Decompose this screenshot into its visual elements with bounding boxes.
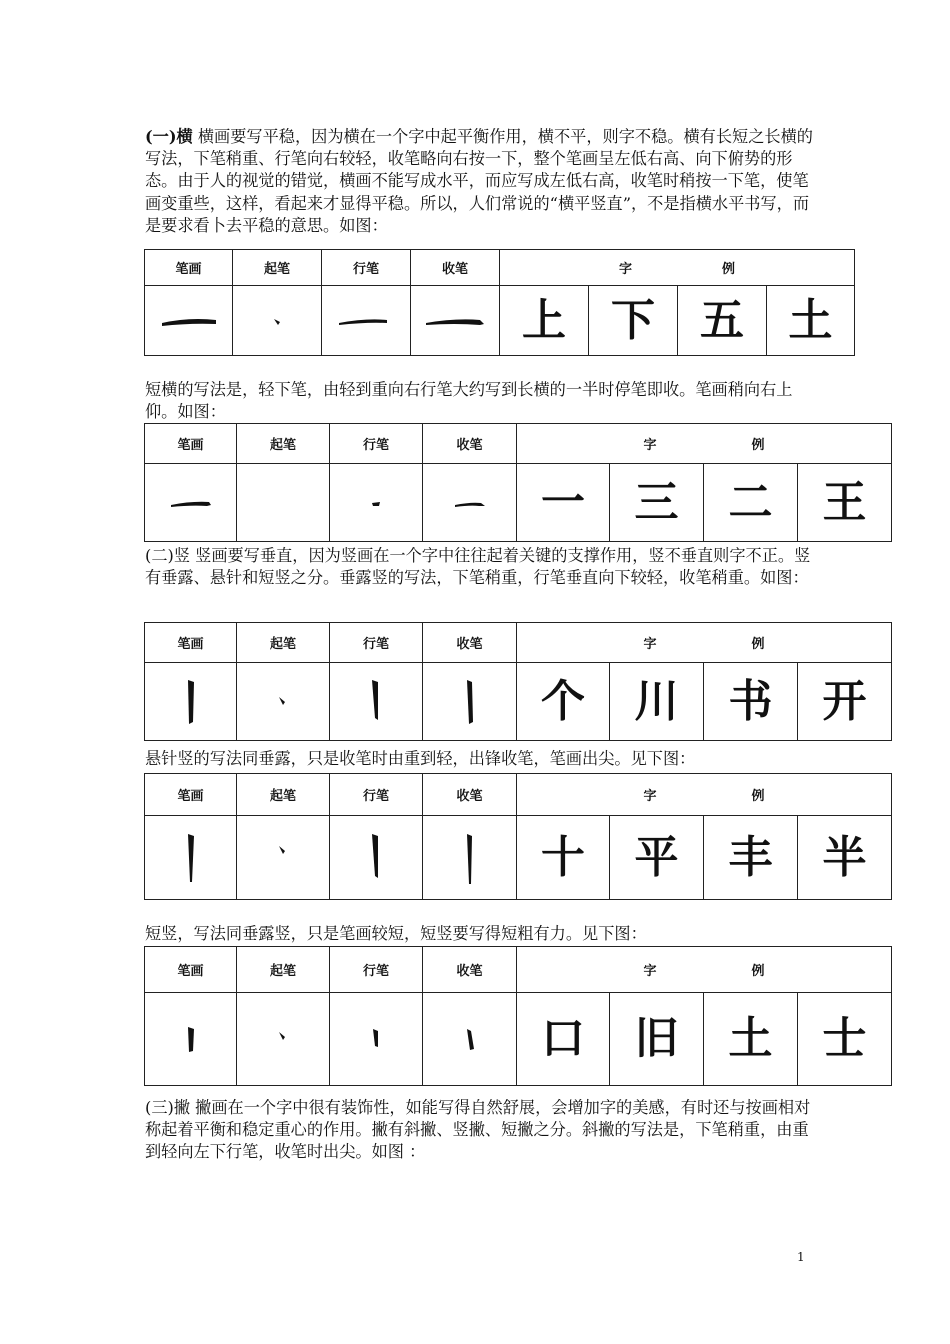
example-char: 书 — [704, 663, 798, 741]
header-start: 起笔 — [237, 424, 330, 464]
short-heng-stroke-icon — [145, 464, 237, 542]
short-shu-paragraph: 短竖，写法同垂露竖，只是笔画较短，短竖要写得短粗有力。见下图： — [145, 924, 647, 943]
header-examples: 字 例 — [517, 774, 892, 816]
stroke-table-short-heng — [144, 423, 892, 542]
example-char: 土 — [704, 993, 798, 1086]
dot-start-icon — [237, 816, 330, 900]
header-examples: 字 例 — [517, 424, 892, 464]
header-start: 起笔 — [237, 774, 330, 816]
header-move: 行笔 — [330, 947, 423, 993]
section-heading: (一)横 — [145, 127, 193, 146]
header-stroke: 笔画 — [145, 947, 237, 993]
dot-start-icon — [233, 286, 322, 356]
stroke-table-long-heng — [144, 249, 855, 356]
example-char: 半 — [798, 816, 892, 900]
example-char: 王 — [798, 464, 892, 542]
example-char: 口 — [517, 993, 610, 1086]
stroke-table-xuanzhen-shu — [144, 773, 892, 900]
long-heng-stroke-icon — [145, 286, 233, 356]
chuilu-shu-stroke-icon — [145, 663, 237, 741]
shu-end-icon — [423, 663, 517, 741]
header-start: 起笔 — [237, 947, 330, 993]
header-move: 行笔 — [330, 424, 423, 464]
header-stroke: 笔画 — [145, 623, 237, 663]
shu-move-icon — [330, 663, 423, 741]
section-shu-paragraph: (二)竖 竖画要写垂直，因为竖画在一个字中往往起着关键的支撑作用，竖不垂直则字不正。竖有垂露、悬针和短竖之分。垂露竖的写法，下笔稍重，行笔垂直向下较轻，收笔稍重。如图： — [145, 546, 811, 588]
header-move: 行笔 — [322, 250, 411, 286]
page-number: 1 — [797, 1250, 805, 1264]
example-char: 个 — [517, 663, 610, 741]
xuanzhen-shu-stroke-icon — [145, 816, 237, 900]
header-end: 收笔 — [423, 947, 517, 993]
header-end: 收笔 — [423, 774, 517, 816]
header-examples: 字 例 — [517, 947, 892, 993]
section-heng-paragraph — [145, 126, 813, 237]
header-end: 收笔 — [411, 250, 500, 286]
header-start: 起笔 — [233, 250, 322, 286]
example-char: 丰 — [704, 816, 798, 900]
example-char: 十 — [517, 816, 610, 900]
short-heng-paragraph: 短横的写法是，轻下笔，由轻到重向右行笔大约写到长横的一半时停笔即收。笔画稍向右上仰。如图： — [145, 380, 793, 422]
short-shu-stroke-icon — [145, 993, 237, 1086]
paragraph-text: 横画要写平稳，因为横在一个字中起平衡作用，横不平，则字不稳。横有长短之长横的写法，下笔稍重、行笔向右较轻，收笔略向右按一下，整个笔画呈左低右高、向下俯势的形态。由于人的视觉的错觉，横画不能写成水平，而应写成左低右高，收笔时稍按一下笔，使笔画变重些，这样，看起来才显得平稳。所以，人们常说的“横平竖直”，不是指横水平书写，而是要求看卜去平稳的意思。如图： — [145, 127, 813, 235]
stroke-table-chuilu-shu — [144, 622, 892, 741]
header-move: 行笔 — [330, 774, 423, 816]
dot-start-icon — [237, 993, 330, 1086]
header-end: 收笔 — [423, 623, 517, 663]
stroke-table-short-shu — [144, 946, 892, 1086]
header-start: 起笔 — [237, 623, 330, 663]
header-stroke: 笔画 — [145, 774, 237, 816]
example-char: 上 — [500, 286, 589, 356]
example-char: 五 — [678, 286, 767, 356]
dot-start-icon — [237, 663, 330, 741]
example-char: 川 — [610, 663, 704, 741]
example-char: 一 — [517, 464, 610, 542]
short-shu-move-icon — [330, 993, 423, 1086]
header-examples: 字 例 — [517, 623, 892, 663]
header-stroke: 笔画 — [145, 424, 237, 464]
header-move: 行笔 — [330, 623, 423, 663]
xuanzhen-paragraph: 悬针竖的写法同垂露，只是收笔时由重到轻，出锋收笔，笔画出尖。见下图： — [145, 749, 696, 768]
heng-move-icon — [322, 286, 411, 356]
short-heng-end-icon — [423, 464, 517, 542]
shu-move-icon — [330, 816, 423, 900]
xuanzhen-end-icon — [423, 816, 517, 900]
example-char: 旧 — [610, 993, 704, 1086]
section-pie-paragraph: (三)撇 撇画在一个字中很有装饰性，如能写得自然舒展，会增加字的美感，有时还与按画相对称起着平衡和稳定重心的作用。撇有斜撇、竖撇、短撇之分。斜撇的写法是，下笔稍重，由重到轻向左下行笔，收笔时出尖。如图 ： — [145, 1098, 811, 1162]
empty-start-cell — [237, 464, 330, 542]
example-char: 士 — [798, 993, 892, 1086]
example-char: 平 — [610, 816, 704, 900]
example-char: 下 — [589, 286, 678, 356]
short-shu-end-icon — [423, 993, 517, 1086]
example-char: 三 — [610, 464, 704, 542]
example-char: 土 — [767, 286, 855, 356]
header-stroke: 笔画 — [145, 250, 233, 286]
heng-end-icon — [411, 286, 500, 356]
dot-move-icon — [330, 464, 423, 542]
header-end: 收笔 — [423, 424, 517, 464]
example-char: 开 — [798, 663, 892, 741]
example-char: 二 — [704, 464, 798, 542]
header-examples: 字 例 — [500, 250, 855, 286]
